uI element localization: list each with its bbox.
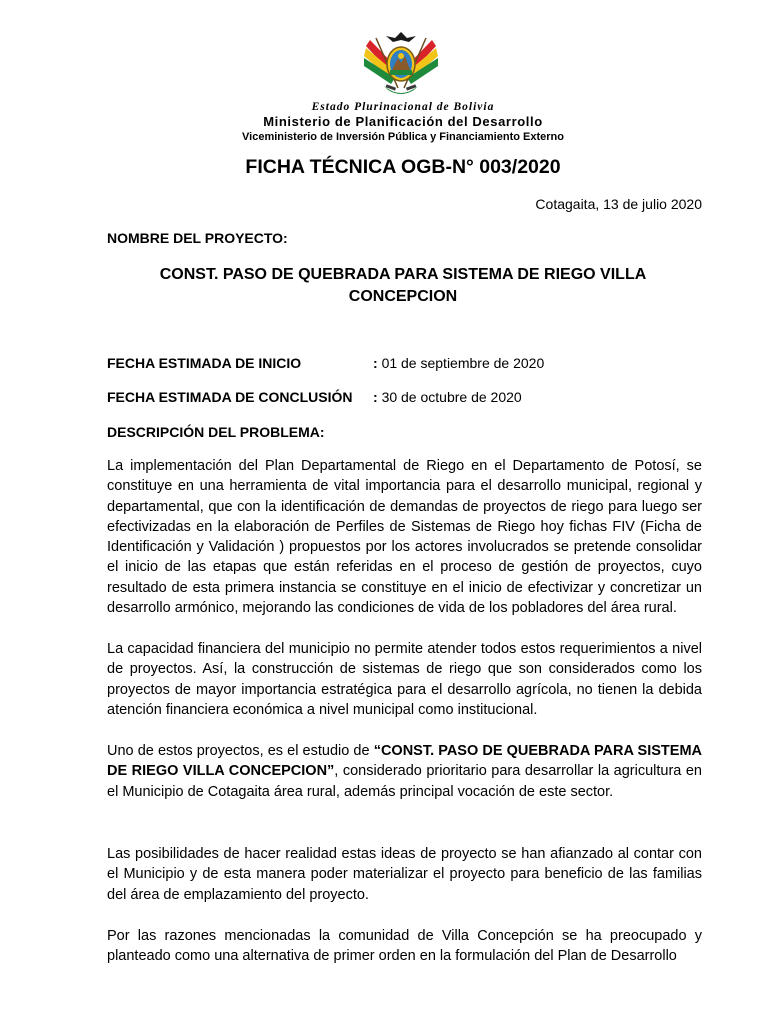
end-date-row [107,389,522,405]
header-ministry-name: Ministerio de Planificación del Desarrollo [263,114,543,129]
start-date-value: 01 de septiembre de 2020 [381,355,545,371]
place-date: Cotagaita, 13 de julio 2020 [535,196,702,212]
start-date-row [107,355,544,371]
document-title: FICHA TÉCNICA OGB-N° 003/2020 [245,156,561,178]
paragraph-5: Por las razones mencionadas la comunidad de Villa Concepción se ha preocupado y planteado como una alternativa de primer orden en la formulación del Plan de Desarrollo [107,928,702,965]
bolivia-coat-of-arms-icon [362,30,440,102]
paragraph-3-intro: Uno de estos proyectos, es el estudio de [107,743,374,759]
end-date-separator: : [373,389,378,405]
end-date-value: 30 de octubre de 2020 [381,389,522,405]
problem-description-label: DESCRIPCIÓN DEL PROBLEMA: [107,424,325,440]
paragraph-4: Las posibilidades de hacer realidad estas ideas de proyecto se han afianzado al contar con el Municipio y de esta manera poder materializar el proyecto para beneficio de las familias del área de emplazamiento del proyecto. [107,846,702,903]
paragraph-3 [107,741,702,802]
paragraph-3-project-name: “CONST. PASO DE QUEBRADA PARA SISTEMA DE RIEGO VILLA CONCEPCION” [107,743,702,780]
header-viceministry-name: Viceministerio de Inversión Pública y Financiamiento Externo [242,131,564,143]
start-date-label: FECHA ESTIMADA DE INICIO [107,355,302,371]
end-date-label: FECHA ESTIMADA DE CONCLUSIÓN [107,389,353,405]
header-state-name: Estado Plurinacional de Bolivia [311,101,495,113]
paragraph-3-rest: , considerado prioritario para desarrollar la agricultura en el Municipio de Cotagaita área rural, además principal vocación de este sector. [107,763,702,800]
project-name-label: NOMBRE DEL PROYECTO: [107,230,288,246]
paragraph-2: La capacidad financiera del municipio no permite atender todos estos requerimientos a nivel de proyectos. Así, la construcción de sistemas de riego que son considerados como los proyectos de mayor importancia estratégica para el desarrollo agrícola, no tienen la debida atención financiera económica a nivel municipal como institucional. [107,641,702,718]
project-name: CONST. PASO DE QUEBRADA PARA SISTEMA DE RIEGO VILLA CONCEPCION [159,266,647,305]
start-date-separator: : [373,355,378,371]
paragraph-1: La implementación del Plan Departamental de Riego en el Departamento de Potosí, se constituye en una herramienta de vital importancia para el desarrollo municipal, regional y departamental, que con la identificación de demandas de proyectos de riego para luego ser efectivizadas en la elaboración de Perfiles de Sistemas de Riego hoy fichas FIV (Ficha de Identificación y Validación ) propuestos por los actores involucrados se pretende consolidar el inicio de las etapas que están referidas en el proceso de gestión de proyectos, cuyo resultado de esta primera instancia se constituye en el inicio de efectivizar y concretizar un desarrollo armónico, mejorando las condiciones de vida de los pobladores del área rural. [107,458,702,617]
